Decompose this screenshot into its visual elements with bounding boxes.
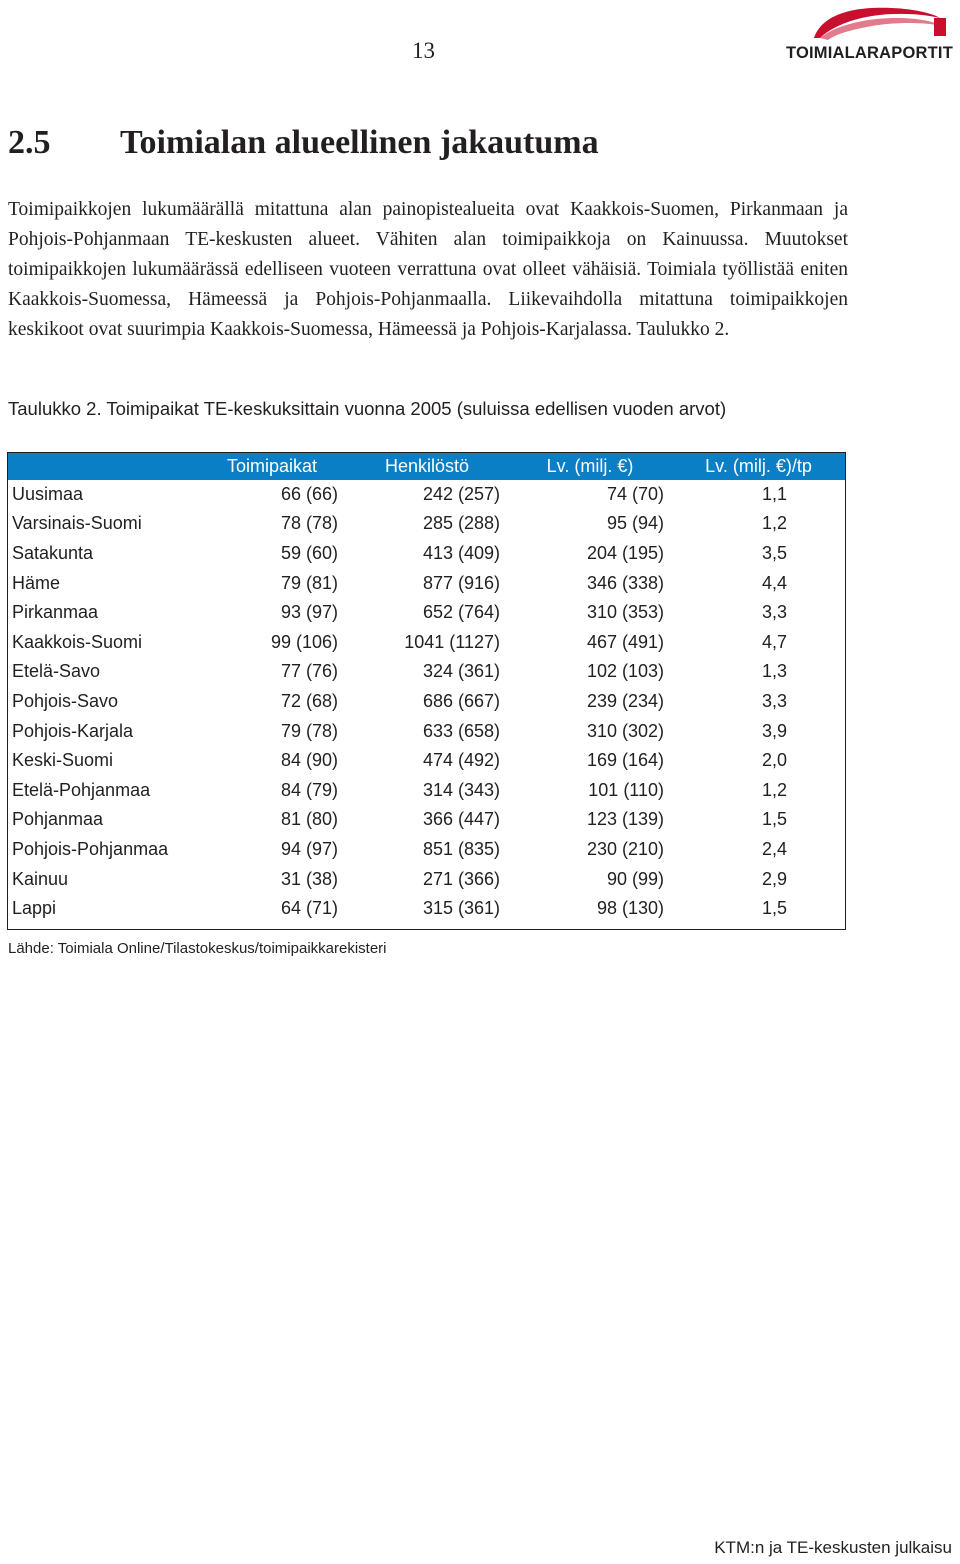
cell-liikevaihto-per-tp: 1,5 [761, 809, 787, 830]
cell-toimipaikat: 31 (38) [280, 868, 338, 889]
table-row [8, 598, 846, 628]
cell-henkilosto: 366 (447) [422, 809, 500, 830]
cell-liikevaihto: 101 (110) [588, 779, 664, 800]
cell-henkilosto: 633 (658) [422, 720, 500, 741]
table-row [8, 509, 846, 539]
logo-swoosh-icon [784, 4, 960, 48]
cell-liikevaihto: 467 (491) [586, 631, 664, 652]
header-henkilosto: Henkilöstö [384, 455, 470, 476]
table-row [8, 539, 846, 569]
cell-region: Kainuu [12, 868, 69, 889]
header-region [8, 453, 199, 480]
cell-toimipaikat: 77 (76) [280, 661, 338, 682]
table-row [8, 864, 846, 894]
cell-henkilosto: 686 (667) [422, 690, 500, 711]
cell-liikevaihto: 204 (195) [586, 542, 664, 563]
cell-region: Häme [12, 572, 61, 593]
cell-liikevaihto: 95 (94) [606, 513, 664, 534]
cell-region: Etelä-Savo [12, 661, 101, 682]
cell-henkilosto: 242 (257) [422, 483, 500, 504]
table-row [8, 627, 846, 657]
section-heading [8, 124, 599, 162]
table-row [8, 568, 846, 598]
cell-liikevaihto: 346 (338) [586, 572, 664, 593]
section-title: Toimialan alueellinen jakautuma [120, 124, 599, 161]
cell-toimipaikat: 93 (97) [280, 602, 338, 623]
cell-liikevaihto-per-tp: 3,3 [761, 602, 787, 623]
table-row [8, 805, 846, 835]
cell-toimipaikat: 84 (79) [280, 779, 338, 800]
cell-henkilosto: 324 (361) [422, 661, 500, 682]
header-liikevaihto: Lv. (milj. €) [546, 455, 634, 476]
table-row [8, 775, 846, 805]
page-footer: KTM:n ja TE-keskusten julkaisu [714, 1538, 952, 1557]
cell-henkilosto: 652 (764) [422, 602, 500, 623]
cell-liikevaihto: 310 (353) [586, 602, 664, 623]
cell-liikevaihto: 98 (130) [596, 898, 664, 919]
cell-liikevaihto: 74 (70) [606, 483, 664, 504]
cell-liikevaihto-per-tp: 1,3 [761, 661, 787, 682]
table-header-row [8, 453, 846, 480]
table-row [8, 746, 846, 776]
cell-henkilosto: 474 (492) [422, 750, 500, 771]
cell-toimipaikat: 99 (106) [270, 631, 338, 652]
cell-region: Uusimaa [12, 483, 84, 504]
cell-liikevaihto: 310 (302) [586, 720, 664, 741]
cell-toimipaikat: 66 (66) [280, 483, 338, 504]
toimialaraportit-logo [784, 4, 960, 66]
cell-liikevaihto-per-tp: 3,9 [761, 720, 787, 741]
table-row [8, 480, 846, 510]
cell-henkilosto: 315 (361) [422, 898, 500, 919]
cell-henkilosto: 877 (916) [422, 572, 500, 593]
table-row [8, 835, 846, 865]
cell-liikevaihto-per-tp: 2,0 [761, 750, 787, 771]
cell-region: Pohjois-Karjala [12, 720, 134, 741]
cell-toimipaikat: 64 (71) [280, 898, 338, 919]
cell-liikevaihto: 239 (234) [586, 690, 664, 711]
cell-liikevaihto-per-tp: 2,9 [761, 868, 787, 889]
cell-liikevaihto-per-tp: 1,2 [761, 779, 787, 800]
cell-henkilosto: 1041 (1127) [404, 631, 500, 652]
cell-liikevaihto: 169 (164) [586, 750, 664, 771]
cell-toimipaikat: 81 (80) [280, 809, 338, 830]
body-paragraph: Toimipaikkojen lukumäärällä mitattuna alan painopistealueita ovat Kaakkois-Suomen, Pirkanmaan ja Pohjois-Pohjanmaan TE-keskusten alueet. Vähiten alan toimipaikkoja on Kainuussa. Muutokset toimipaikkojen lukumäärässä edelliseen vuoteen verrattuna ovat olleet vähäisiä. Toimiala työllistää eniten Kaakkois-Suomessa, Hämeessä ja Pohjois-Pohjanmaalla. Liikevaihdolla mitattuna toimipaikkojen keskikoot ovat suurimpia Kaakkois-Suomessa, Hämeessä ja Pohjois-Karjalassa. Taulukko 2. [8, 199, 848, 340]
cell-henkilosto: 314 (343) [422, 779, 500, 800]
cell-liikevaihto-per-tp: 1,1 [761, 483, 787, 504]
regional-table [7, 452, 846, 930]
cell-liikevaihto: 90 (99) [606, 868, 664, 889]
header-liikevaihto-per-tp: Lv. (milj. €)/tp [705, 455, 812, 476]
cell-region: Pohjois-Pohjanmaa [12, 838, 169, 859]
cell-liikevaihto-per-tp: 2,4 [761, 838, 787, 859]
cell-henkilosto: 851 (835) [422, 838, 500, 859]
cell-toimipaikat: 79 (81) [280, 572, 338, 593]
cell-region: Keski-Suomi [12, 750, 114, 771]
cell-liikevaihto-per-tp: 4,4 [761, 572, 787, 593]
section-number: 2.5 [8, 124, 51, 161]
cell-liikevaihto-per-tp: 3,5 [761, 542, 787, 563]
table-row [8, 657, 846, 687]
cell-region: Pohjois-Savo [12, 690, 119, 711]
cell-region: Pirkanmaa [12, 602, 99, 623]
cell-region: Satakunta [12, 542, 94, 563]
cell-region: Kaakkois-Suomi [12, 631, 143, 652]
cell-liikevaihto: 123 (139) [586, 809, 664, 830]
cell-liikevaihto-per-tp: 3,3 [761, 690, 787, 711]
cell-henkilosto: 413 (409) [422, 542, 500, 563]
cell-liikevaihto-per-tp: 1,2 [761, 513, 787, 534]
cell-region: Lappi [12, 898, 57, 919]
table-row [8, 687, 846, 717]
cell-toimipaikat: 78 (78) [280, 513, 338, 534]
table-row [8, 894, 846, 930]
cell-toimipaikat: 84 (90) [280, 750, 338, 771]
logo-text: TOIMIALARAPORTIT [786, 44, 953, 62]
cell-liikevaihto: 102 (103) [586, 661, 664, 682]
cell-liikevaihto-per-tp: 1,5 [761, 898, 787, 919]
cell-liikevaihto-per-tp: 4,7 [761, 631, 787, 652]
table-row [8, 716, 846, 746]
header-toimipaikat: Toimipaikat [226, 455, 318, 476]
cell-liikevaihto: 230 (210) [586, 838, 664, 859]
cell-henkilosto: 285 (288) [422, 513, 500, 534]
table-source: Lähde: Toimiala Online/Tilastokeskus/toimipaikkarekisteri [8, 940, 387, 957]
cell-toimipaikat: 94 (97) [280, 838, 338, 859]
cell-region: Pohjanmaa [12, 809, 104, 830]
table-caption: Taulukko 2. Toimipaikat TE-keskuksittain vuonna 2005 (suluissa edellisen vuoden arvot) [8, 398, 727, 419]
cell-region: Varsinais-Suomi [12, 513, 142, 534]
cell-region: Etelä-Pohjanmaa [12, 779, 151, 800]
page-number: 13 [412, 38, 435, 63]
cell-toimipaikat: 72 (68) [280, 690, 338, 711]
cell-henkilosto: 271 (366) [422, 868, 500, 889]
cell-toimipaikat: 59 (60) [280, 542, 338, 563]
cell-toimipaikat: 79 (78) [280, 720, 338, 741]
